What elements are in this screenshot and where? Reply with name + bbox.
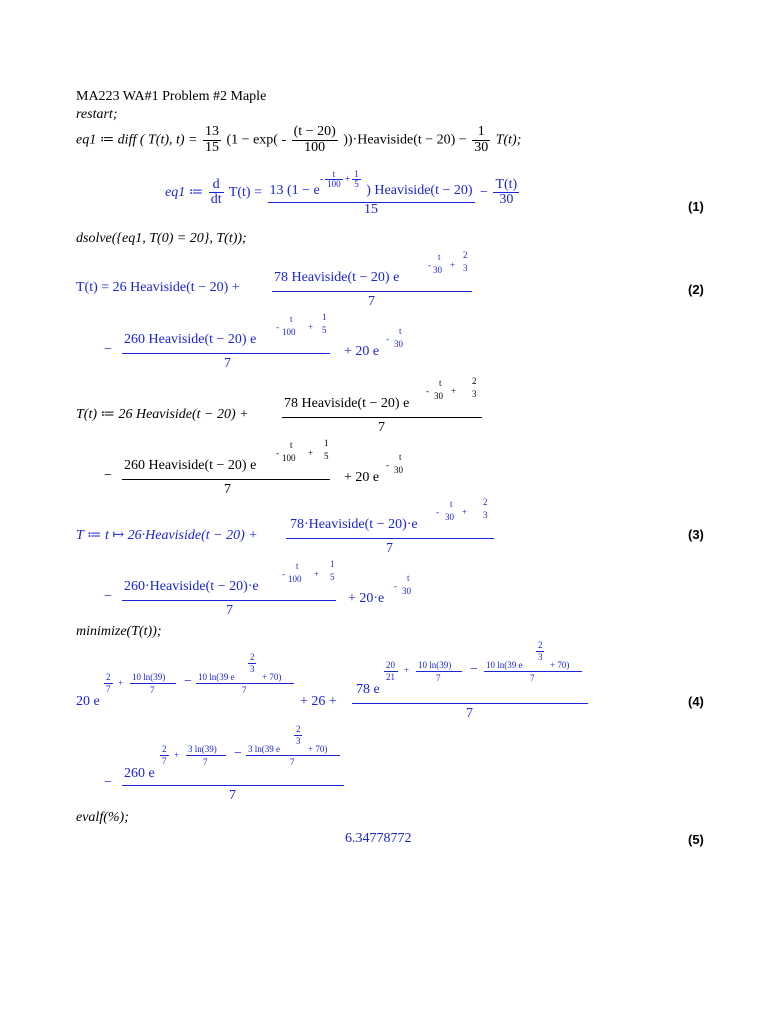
out4-c-bar <box>122 785 344 786</box>
derivative-operator: $\frac{d}{dt}$ <box>210 176 222 208</box>
equation-label-4: (4) <box>688 694 704 709</box>
in3-frac2-den: 7 <box>224 482 231 497</box>
out2-frac1-den: 7 <box>368 294 375 309</box>
in3-line2-minus: − <box>104 468 112 483</box>
minimize-command[interactable]: minimize(T(t)); <box>76 624 162 639</box>
fraction-T-30: $\frac{T(t)}{30}$ <box>495 176 518 208</box>
out2-line2-minus: − <box>104 342 112 357</box>
out2-frac1-bar <box>272 291 472 292</box>
out2-frac2-num: 260 Heaviside(t − 20) e <box>124 332 257 347</box>
equation-label-1: (1) <box>688 199 704 214</box>
evalf-command[interactable]: evalf(%); <box>76 810 129 825</box>
fraction-13-15: $\frac{13}{15}$ <box>205 124 220 155</box>
eq1-lhs: eq1 ≔ diff ( T(t), t) = <box>76 132 198 148</box>
output-1 <box>165 168 521 218</box>
out4-b-den: 7 <box>466 706 473 721</box>
worksheet-title: MA223 WA#1 Problem #2 Maple <box>76 89 267 104</box>
fraction-arg: $\frac{(t - 20)}{100}$ <box>293 124 336 155</box>
out3-frac2-den: 7 <box>226 603 233 618</box>
in3-line1: T(t) ≔ 26 Heaviside(t − 20) + <box>76 407 249 422</box>
out1-big-fraction: 13 ($1 - e^{- \frac{t}{100} + \frac{1}{5}}$ ) Heaviside(t − 20) 15 <box>269 169 473 217</box>
out1-mid: T(t) = <box>228 185 262 200</box>
equation-label-3: (3) <box>688 527 704 542</box>
out1-minus: − <box>480 185 488 200</box>
out4-c-coef: 260 e <box>124 766 155 781</box>
out3-line1: T ≔ t ↦ 26·Heaviside(t − 20) + <box>76 528 258 543</box>
out3-line2-minus: − <box>104 589 112 604</box>
out1-lhs: eq1 ≔ <box>165 185 204 200</box>
in3-frac1-num: 78 Heaviside(t − 20) e <box>284 396 410 411</box>
in3-frac1-bar <box>282 417 482 418</box>
eq1-tail: T(t); <box>495 132 522 148</box>
in3-frac2-bar <box>122 479 330 480</box>
out4-c-minus: − <box>104 775 112 790</box>
out4-c-den: 7 <box>229 788 236 803</box>
eq1-input[interactable] <box>76 125 521 155</box>
restart-command[interactable]: restart; <box>76 107 118 122</box>
out3-frac1-bar <box>286 538 494 539</box>
out2-frac2-bar <box>122 353 330 354</box>
exp-close: ))·Heaviside(t − 20) − <box>343 132 467 148</box>
output-2: T(t) = 26 Heaviside(t − 20) + 78 Heaviside(t − 20) e - t 30 + 2 3 7 − 260 Heaviside(t − 20) e - t 100 + 1 5 7 + 20 e - t 30 <box>76 250 676 375</box>
in3-tail: + 20 e <box>344 470 380 485</box>
out4-b-bar <box>352 703 588 704</box>
out3-frac1-num: 78·Heaviside(t − 20)·e <box>290 517 418 532</box>
out3-frac2-num: 260·Heaviside(t − 20)·e <box>124 579 259 594</box>
in3-frac2-num: 260 Heaviside(t − 20) e <box>124 458 257 473</box>
out2-frac1-num: 78 Heaviside(t − 20) e <box>274 270 400 285</box>
exp-open: (1 − exp( <box>226 132 278 148</box>
inner-minus: - <box>281 132 287 148</box>
out3-tail: + 20·e <box>348 591 385 606</box>
out2-tail: + 20 e <box>344 344 380 359</box>
out4-a-coef: 20 e <box>76 694 100 709</box>
out2-line1: T(t) = 26 Heaviside(t − 20) + <box>76 280 240 295</box>
in3-frac1-den: 7 <box>378 420 385 435</box>
dsolve-command[interactable]: dsolve({eq1, T(0) = 20}, T(t)); <box>76 231 247 246</box>
out4-plus26: + 26 + <box>300 694 337 709</box>
fraction-1-30: $\frac{1}{30}$ <box>474 124 489 155</box>
assign-T-input[interactable]: T(t) ≔ 26 Heaviside(t − 20) + 78 Heaviside(t − 20) e - t 30 + 2 3 7 − 260 Heaviside(t − 20) e - t 100 + 1 5 7 + 20 e - t 30 <box>76 376 676 496</box>
out3-frac1-den: 7 <box>386 541 393 556</box>
output-5-value: 6.34778772 <box>345 831 412 846</box>
out4-b-coef: 78 e <box>356 682 380 697</box>
out3-frac2-bar <box>122 600 336 601</box>
out2-frac2-den: 7 <box>224 356 231 371</box>
equation-label-5: (5) <box>688 832 704 847</box>
output-3: T ≔ t ↦ 26·Heaviside(t − 20) + 78·Heaviside(t − 20)·e - t 30 + 2 3 7 − 260·Heaviside(t − 20)·e - t 100 + 1 5 7 + 20·e - t 30 <box>76 497 676 617</box>
output-4: 20 e 2 7 + 10 ln(39) 7 − 10 ln(39 e 2 3 + 70) 7 + 26 + 78 e 20 21 + 10 ln(39) 7 − 10 ln(39 e 2 3 + 70) 7 7 − 260 e 2 7 + 3 ln(39) 7 − 3 ln(39 e 2 3 + 70) 7 7 <box>76 640 676 812</box>
equation-label-2: (2) <box>688 282 704 297</box>
